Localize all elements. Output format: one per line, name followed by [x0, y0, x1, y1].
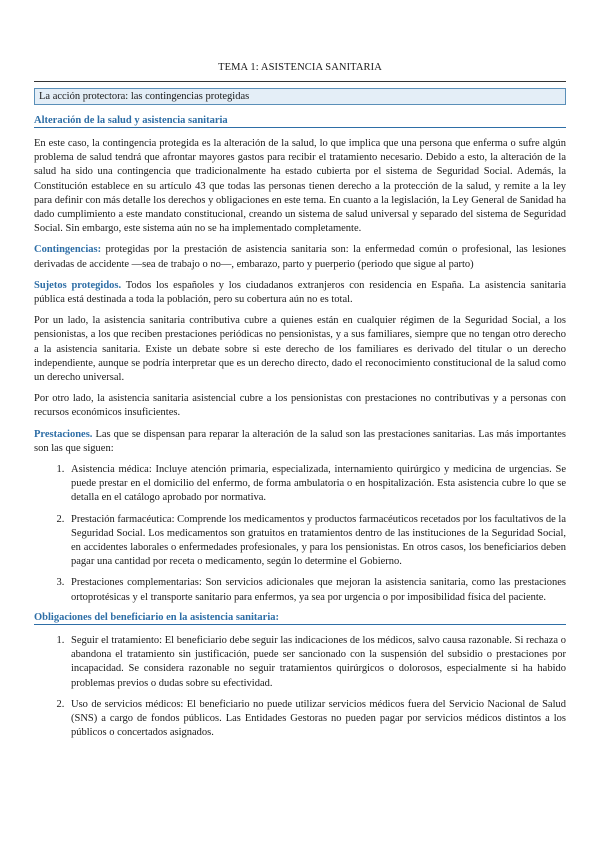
prestaciones-text: Las que se dispensan para reparar la alteración de la salud son las prestaciones sanitarias. Las más importantes son las que siguen:: [34, 428, 566, 454]
prestaciones-list: [34, 463, 566, 605]
list-item: 1. Asistencia médica: Incluye atención primaria, especializada, internamiento quirúrgico y medicina de urgencias. Se puede prestar en el domicilio del enfermo, de forma ambulatoria o en hospitalización. Esta asistencia cubre lo que se detalla en el catálogo aprobado por normativa.: [67, 463, 566, 506]
asistencial-paragraph: Por otro lado, la asistencia sanitaria asistencial cubre a los pensionistas con prestaciones no contributivas y a personas con recursos económicos insuficientes.: [34, 393, 566, 419]
prestaciones-label: Prestaciones.: [34, 428, 93, 440]
sujetos-paragraph: [34, 279, 566, 307]
list-item: 3. Prestaciones complementarias: Son servicios adicionales que mejoran la asistencia sanitaria, como las prestaciones ortoprotésicas y el transporte sanitario para enfermos, ya sea por urgencia o por imposibilidad física del paciente.: [67, 576, 566, 604]
list-item: 2. Prestación farmacéutica: Comprende los medicamentos y productos farmacéuticos recetados por los facultativos de la Seguridad Social. Los medicamentos son gratuitos en tratamientos dentro de las instituciones de la Seguridad Social, en accidentes laborales o enfermedades profesionales, y para los pensionistas. En otros casos, los beneficiarios deben pagar una cantidad por receta o medicamento, según lo determine el Gobierno.: [67, 513, 566, 570]
obligaciones-list: [34, 634, 566, 740]
list-item: 1. Seguir el tratamiento: El beneficiario debe seguir las indicaciones de los médicos, salvo causa razonable. Si rechaza o abandona el tratamiento sin justificación, puede ser sancionado con la suspensión del subsidio o prestaciones por incapacidad. Se considera razonable no seguir tratamientos quirúrgicos o dolorosos, especialmente si ha habido problemas previos o dudas sobre su efectividad.: [67, 634, 566, 691]
section-header-box: La acción protectora: las contingencias protegidas: [34, 88, 566, 105]
prestaciones-paragraph: [34, 428, 566, 456]
sujetos-label: Sujetos protegidos.: [34, 279, 122, 291]
list-item: 2. Uso de servicios médicos: El beneficiario no puede utilizar servicios médicos fuera del Servicio Nacional de Salud (SNS) a cargo de fondos públicos. Las Entidades Gestoras no pueden pagar por servicios médicos distintos a los públicos o concertados asignados.: [67, 698, 566, 741]
contingencias-text: protegidas por la prestación de asistencia sanitaria son: la enfermedad común o profesional, las lesiones derivadas de accidente —sea de trabajo o no—, embarazo, parto y puerperio (periodo que sigue al parto): [34, 244, 566, 270]
title-divider: [34, 81, 566, 82]
contingencias-paragraph: [34, 243, 566, 271]
contingencias-label: Contingencias:: [34, 244, 102, 256]
intro-paragraph: En este caso, la contingencia protegida es la alteración de la salud, lo que implica que una persona que enferma o sufre algún problema de salud tendrá que afrontar mayores gastos para recibir el tratamiento necesario. Debido a esto, la alteración de la salud ha sido una contingencia que tradicionalmente ha estado cubierta por el sistema de Seguridad Social. Además, la Constitución establece en su artículo 43 que todas las personas tienen derecho a la protección de la salud, y remite a la ley para definir con más detalle los derechos y obligaciones en este tema. En cuanto a la legislación, la Ley General de Sanidad ha dado cumplimiento a este mandato constitucional, creando un sistema de salud universal y separado del sistema de Seguridad Social. Sin embargo, este sistema aún no se ha implementado completamente.: [34, 138, 566, 235]
heading-obligaciones: Obligaciones del beneficiario en la asistencia sanitaria:: [34, 612, 566, 625]
page-title: TEMA 1: ASISTENCIA SANITARIA: [218, 62, 382, 73]
contributiva-paragraph: Por un lado, la asistencia sanitaria contributiva cubre a quienes están en cualquier régimen de la Seguridad Social, a los pensionistas, a los que reciben prestaciones periódicas no pensionistas, y a sus familiares, siempre que no tengan otro derecho a la asistencia sanitaria. Existe un debate sobre si este derecho de los familiares es derivado del titular o un derecho independiente, aunque se podría interpretar que es un derecho directo, dado el reconocimiento constitucional de la salud como un derecho universal.: [34, 315, 566, 384]
heading-alteracion: Alteración de la salud y asistencia sanitaria: [34, 115, 566, 128]
sujetos-text: Todos los españoles y los ciudadanos extranjeros con residencia en España. La asistencia sanitaria pública está destinada a toda la población, pero su cobertura aún no es total.: [34, 279, 566, 306]
